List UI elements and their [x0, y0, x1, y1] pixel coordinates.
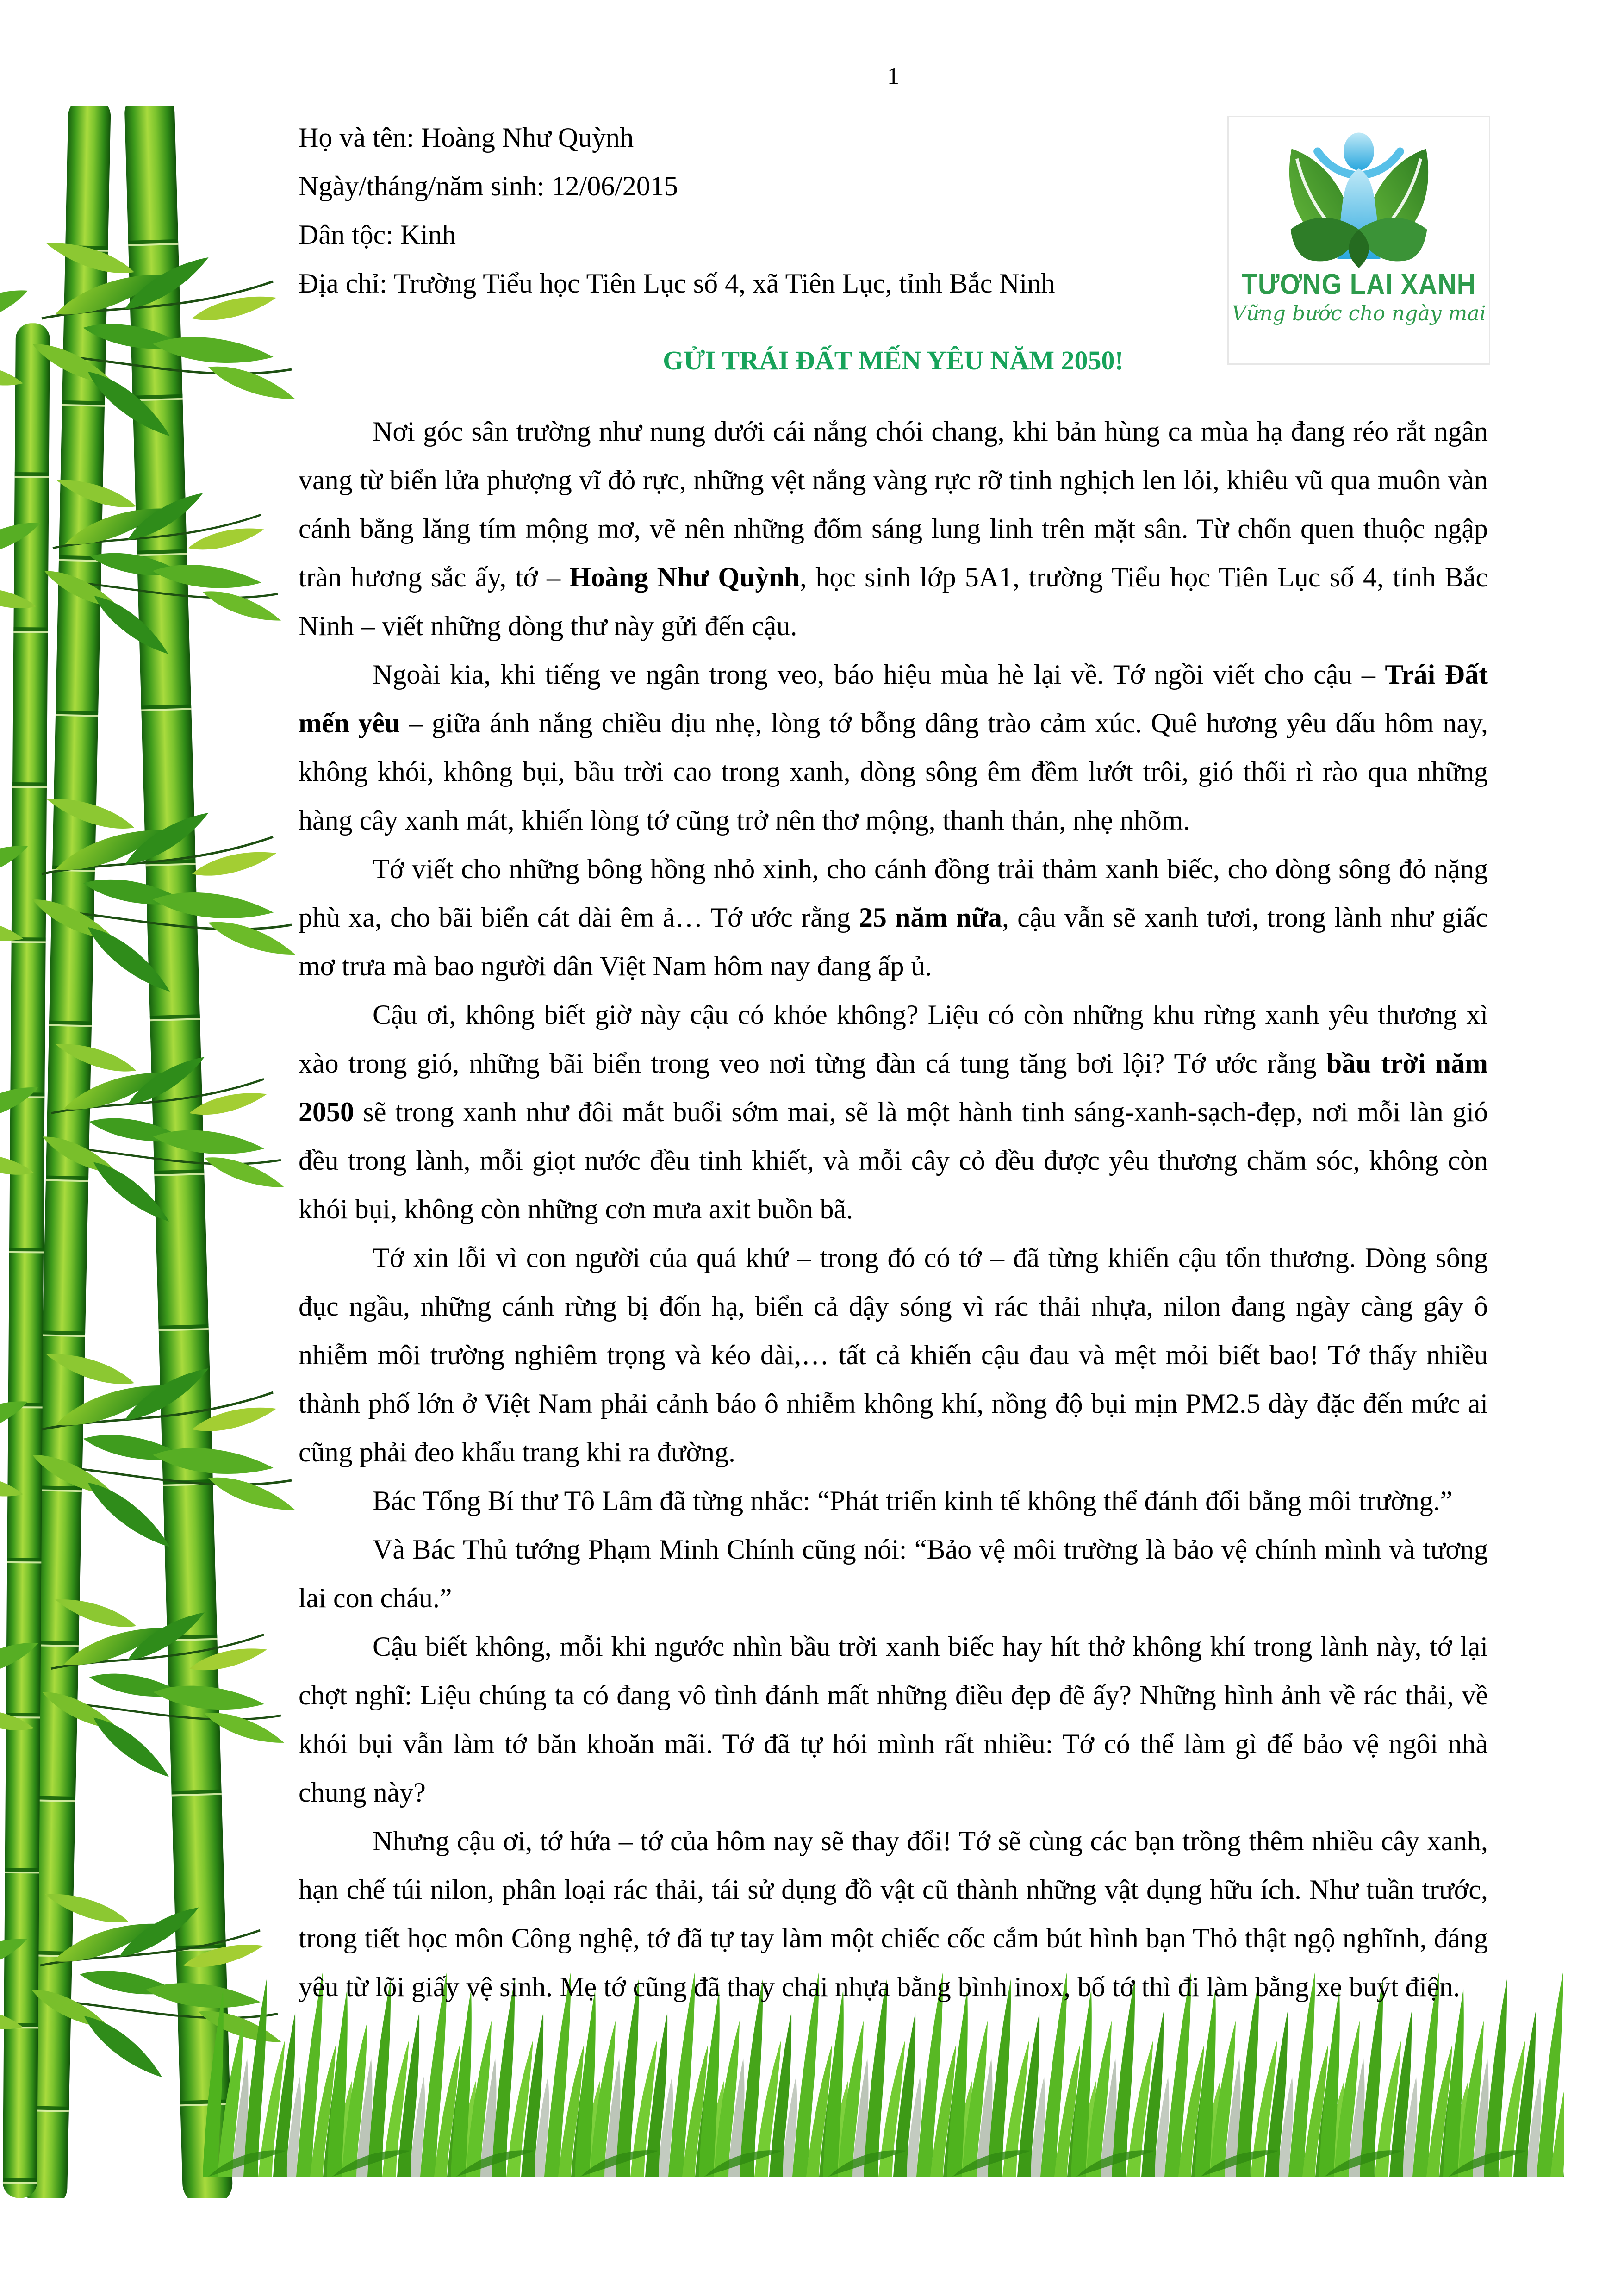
logo-icon	[1276, 125, 1442, 269]
paragraph-6: Bác Tổng Bí thư Tô Lâm đã từng nhắc: “Phát triển kinh tế không thể đánh đổi bằng môi trường.”	[373, 1485, 1453, 1516]
letter-title: GỬI TRÁI ĐẤT MẾN YÊU NĂM 2050!	[663, 345, 1124, 375]
paragraph-9: Nhưng cậu ơi, tớ hứa – tớ của hôm nay sẽ thay đổi! Tớ sẽ cùng các bạn trồng thêm nhiều cây xanh, hạn chế túi nilon, phân loại rác thải, tái sử dụng đồ vật cũ thành những vật dụng hữu ích. Như tuần trước, trong tiết học môn Công nghệ, tớ đã tự tay làm một chiếc cốc cắm bút hình bạn Thỏ thật ngộ nghĩnh, đáng yêu từ lõi giấy vệ sinh. Mẹ tớ cũng đã thay chai nhựa bằng bình inox, bố tớ thì đi làm bằng xe buýt điện.	[299, 1826, 1488, 2002]
paragraph-8: Cậu biết không, mỗi khi ngước nhìn bầu trời xanh biếc hay hít thở không khí trong lành này, tớ lại chợt nghĩ: Liệu chúng ta có đang vô tình đánh mất những điều đẹp đẽ ấy? Những hình ảnh về rác thải, về khói bụi vẫn làm tớ băn khoăn mãi. Tớ đã tự hỏi mình rất nhiều: Tớ có thể làm gì để bảo vệ ngôi nhà chung này?	[299, 1631, 1488, 1808]
student-name-line: Họ và tên: Hoàng Như Quỳnh	[299, 122, 634, 153]
page-number: 1	[887, 63, 899, 89]
student-ethnicity-line: Dân tộc: Kinh	[299, 219, 456, 250]
paragraph-5: Tớ xin lỗi vì con người của quá khứ – trong đó có tớ – đã từng khiến cậu tổn thương. Dòng sông đục ngầu, những cánh rừng bị đốn hạ, biển cả dậy sóng vì rác thải nhựa, nilon đang ngày càng gây ô nhiễm môi trường nghiêm trọng và kéo dài,… tất cả khiến cậu đau và mệt mỏi biết bao! Tớ thấy nhiều thành phố lớn ở Việt Nam phải cảnh báo ô nhiễm không khí, nồng độ bụi mịn PM2.5 dày đặc đến mức ai cũng phải đeo khẩu trang khi ra đường.	[299, 1242, 1488, 1467]
logo-title: TƯƠNG LAI XANH	[1241, 268, 1476, 300]
logo-tagline: Vững bước cho ngày mai	[1232, 302, 1486, 325]
student-address-line: Địa chỉ: Trường Tiểu học Tiên Lục số 4, xã Tiên Lục, tỉnh Bắc Ninh	[299, 268, 1055, 299]
paragraph-1: Nơi góc sân trường như nung dưới cái nắng chói chang, khi bản hùng ca mùa hạ đang réo rắt ngân vang từ biển lửa phượng vĩ đỏ rực, những vệt nắng vàng rực rỡ tinh nghịch len lỏi, khiêu vũ qua muôn vàn cánh bằng lăng tím mộng mơ, vẽ nên những đốm sáng lung linh trên mặt sân. Từ chốn quen thuộc ngập tràn hương sắc ấy, tớ – Hoàng Như Quỳnh, học sinh lớp 5A1, trường Tiểu học Tiên Lục số 4, tỉnh Bắc Ninh – viết những dòng thư này gửi đến cậu.	[299, 416, 1488, 641]
paragraph-7: Và Bác Thủ tướng Phạm Minh Chính cũng nói: “Bảo vệ môi trường là bảo vệ chính mình và tương lai con cháu.”	[299, 1534, 1488, 1613]
logo	[1227, 116, 1490, 365]
student-dob-line: Ngày/tháng/năm sinh: 12/06/2015	[299, 171, 678, 201]
paragraph-2: Ngoài kia, khi tiếng ve ngân trong veo, báo hiệu mùa hè lại về. Tớ ngồi viết cho cậu – Trái Đất mến yêu – giữa ánh nắng chiều dịu nhẹ, lòng tớ bỗng dâng trào cảm xúc. Quê hương yêu dấu hôm nay, không khói, không bụi, bầu trời cao trong xanh, dòng sông êm đềm lướt trôi, gió thổi rì rào qua những hàng cây xanh mát, khiến lòng tớ cũng trở nên thơ mộng, thanh thản, nhẹ nhõm.	[299, 659, 1488, 836]
paragraph-4: Cậu ơi, không biết giờ này cậu có khỏe không? Liệu có còn những khu rừng xanh yêu thương xì xào trong gió, những bãi biển trong veo nơi từng đàn cá tung tăng bơi lội? Tớ ước rằng bầu trời năm 2050 sẽ trong xanh như đôi mắt buổi sớm mai, sẽ là một hành tinh sáng-xanh-sạch-đẹp, nơi mỗi làn gió đều trong lành, mỗi giọt nước đều tinh khiết, và mỗi cây cỏ đều được yêu thương chăm sóc, không còn khói bụi, không còn những cơn mưa axit buồn bã.	[299, 999, 1488, 1224]
paragraph-3: Tớ viết cho những bông hồng nhỏ xinh, cho cánh đồng trải thảm xanh biếc, cho dòng sông đỏ nặng phù xa, cho bãi biển cát dài êm ả… Tớ ước rằng 25 năm nữa, cậu vẫn sẽ xanh tươi, trong lành như giấc mơ trưa mà bao người dân Việt Nam hôm nay đang ấp ủ.	[299, 854, 1488, 981]
letter-body	[299, 407, 1488, 2011]
bamboo-icon	[0, 106, 299, 2198]
